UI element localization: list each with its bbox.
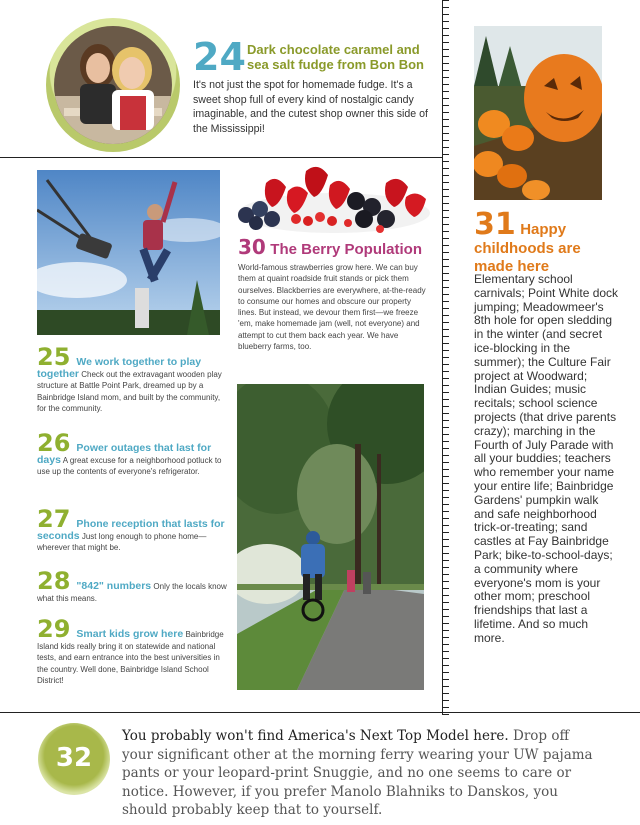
- item-24-headline: Dark chocolate caramel and sea salt fudge from Bon Bon: [247, 42, 424, 72]
- dashed-column-divider: [442, 0, 449, 715]
- item-30-body: World-famous strawberries grow here. We can buy them at quaint roadside fruit stands or pick them ourselves. Blackberries are everywhere, at-the-ready to consume our homes and obscure our property lines. But instead, we devour them first—we freeze 'em, make homemade jam (well, not everyone) and attempt to cut them back each year. We have blueberry farms, too.: [238, 263, 426, 352]
- item-29: [37, 617, 227, 686]
- item-29-headline: Smart kids grow here: [76, 628, 184, 640]
- shop-owners-portrait: [46, 18, 180, 152]
- item-27-body: Just long enough to phone home—wherever that might be.: [37, 532, 207, 553]
- item-29-number: 29: [37, 615, 71, 643]
- item-28-body: Only the locals know what this means.: [37, 582, 227, 603]
- item-27-number: 27: [37, 505, 71, 533]
- item-30-headline: The Berry Population: [270, 241, 422, 258]
- item-25: [37, 345, 227, 414]
- item-31-number: 31: [474, 207, 516, 242]
- item-28-number: 28: [37, 567, 71, 595]
- item-31-body: Elementary school carnivals; Point White dock jumping; Meadowmeer's 8th hole for open sledding in the winter (and secret ice-blocking in the summer); the Culture Fair project at Woodward; Indian Guides; music recitals; school science projects (that drive parents crazy); marching in the Fourth of July Parade with all your buddies; teachers who remember your name your entire life; Bainbridge Gardens' pumpkin walk and safe neighborhood trick-or-treating; sand castles at Fay Bainbridge Park; bike-to-school-days; a community where everyone's mom is your other mom; preschool friendships that last a lifetime. And so much more.: [474, 272, 619, 645]
- item-28-headline: "842" numbers: [76, 580, 152, 592]
- item-25-headline: We work together to play together: [37, 356, 202, 380]
- item-32-number: 32: [55, 743, 93, 773]
- item-30-heading: [238, 235, 422, 259]
- item-32: [122, 727, 602, 820]
- item-25-number: 25: [37, 343, 71, 371]
- item-24-number: 24: [193, 35, 246, 79]
- item-30-number: 30: [238, 235, 266, 259]
- item-31-heading: [474, 207, 624, 276]
- berries-photo: [236, 163, 431, 235]
- item-32-body: Drop off your significant other at the morning ferry wearing your UW pajama pants or your leopard-print Snuggie, and no one seems to care or notice. However, if you prefer Manolo Blahniks to Danskos, you should probably keep that to yourself.: [122, 728, 593, 819]
- item-27-headline: Phone reception that lasts for seconds: [37, 518, 225, 542]
- item-27: [37, 507, 227, 554]
- cyclists-photo: [237, 384, 424, 690]
- item-26-body: A great excuse for a neighborhood potluck to use up the contents of everyone's refrigerator.: [37, 456, 222, 477]
- pumpkins-photo: [474, 26, 602, 200]
- item-24-body: It's not just the spot for homemade fudge. It's a sweet shop full of every kind of nostalgic candy imaginable, and the cutest shop owner this side of the Mississippi!: [193, 79, 428, 135]
- item-28: [37, 569, 227, 604]
- top-divider: [0, 157, 443, 158]
- item-29-body: Bainbridge Island kids really bring it on statewide and national tests, and earn entrance into the best universities in the country. Well done, Bainbridge Island School District!: [37, 630, 224, 685]
- item-26: [37, 431, 227, 478]
- bottom-divider: [0, 712, 640, 713]
- item-31-headline: Happy childhoods are made here: [474, 221, 581, 275]
- item-25-body: Check out the extravagant wooden play structure at Battle Point Park, dreamed up by a Bainbridge Island mom, and built by the community, for the community.: [37, 370, 222, 413]
- item-26-number: 26: [37, 429, 71, 457]
- item-26-headline: Power outages that last for days: [37, 442, 212, 466]
- swing-photo: [37, 170, 220, 335]
- item-32-lead: You probably won't find America's Next Top Model here.: [122, 728, 509, 744]
